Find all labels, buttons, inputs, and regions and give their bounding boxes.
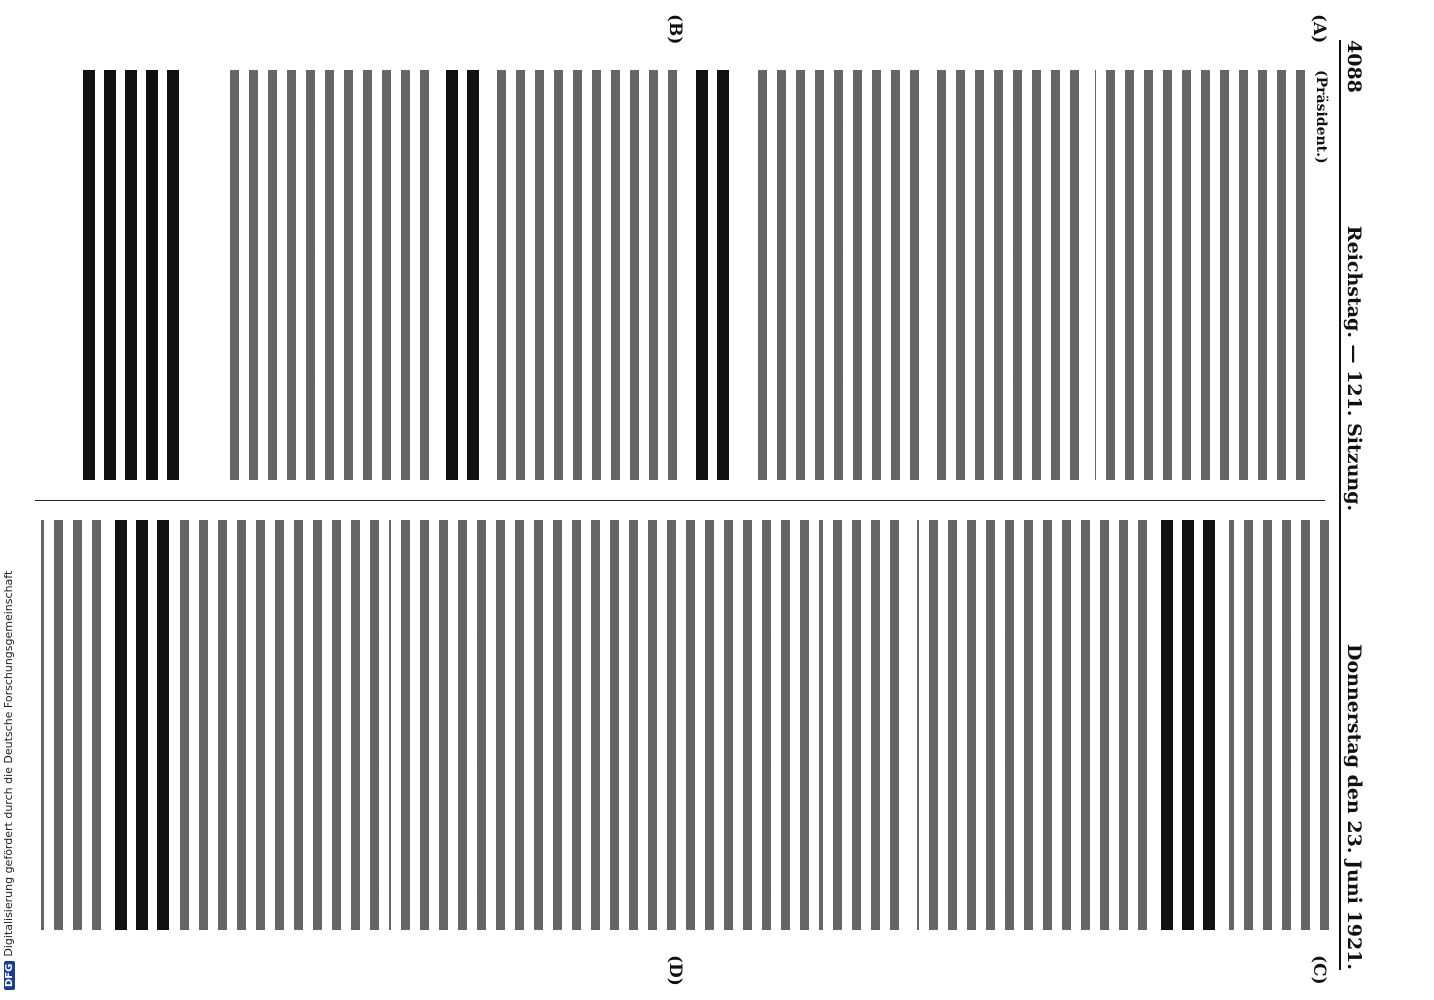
text-block — [1095, 70, 1305, 480]
section-heading — [1155, 520, 1215, 930]
text-block — [179, 520, 379, 930]
page-number: 4088 — [1343, 40, 1365, 93]
margin-letter-c: (C) — [1309, 955, 1329, 985]
page-header — [1339, 40, 1371, 970]
margin-letter-d: (D) — [665, 955, 685, 986]
page-date: Donnerstag den 23. Juni 1921. — [1343, 644, 1365, 970]
text-block — [929, 70, 1079, 480]
text-block — [229, 70, 429, 480]
text-block — [1229, 520, 1329, 930]
section-heading — [689, 70, 729, 480]
page-footer — [2, 570, 18, 990]
text-block — [917, 520, 1147, 930]
right-column — [39, 520, 1329, 930]
text-block — [497, 70, 677, 480]
left-column — [39, 70, 1329, 480]
text-block — [749, 70, 919, 480]
section-heading — [439, 70, 479, 480]
section-heading — [79, 70, 179, 480]
text-block — [819, 520, 899, 930]
margin-letter-b: (B) — [665, 14, 685, 45]
dfg-logo: DFG — [4, 961, 15, 990]
column-divider — [35, 500, 1325, 501]
footer-credit: Digitalisierung gefördert durch die Deutsche Forschungsgemeinschaft — [2, 570, 15, 957]
page-title: Reichstag. — 121. Sitzung. — [1343, 225, 1365, 512]
section-heading — [109, 520, 169, 930]
speaker-label: (Präsident.) — [1313, 70, 1329, 164]
text-block — [389, 520, 809, 930]
margin-letter-a: (A) — [1309, 14, 1329, 44]
text-block — [41, 520, 101, 930]
